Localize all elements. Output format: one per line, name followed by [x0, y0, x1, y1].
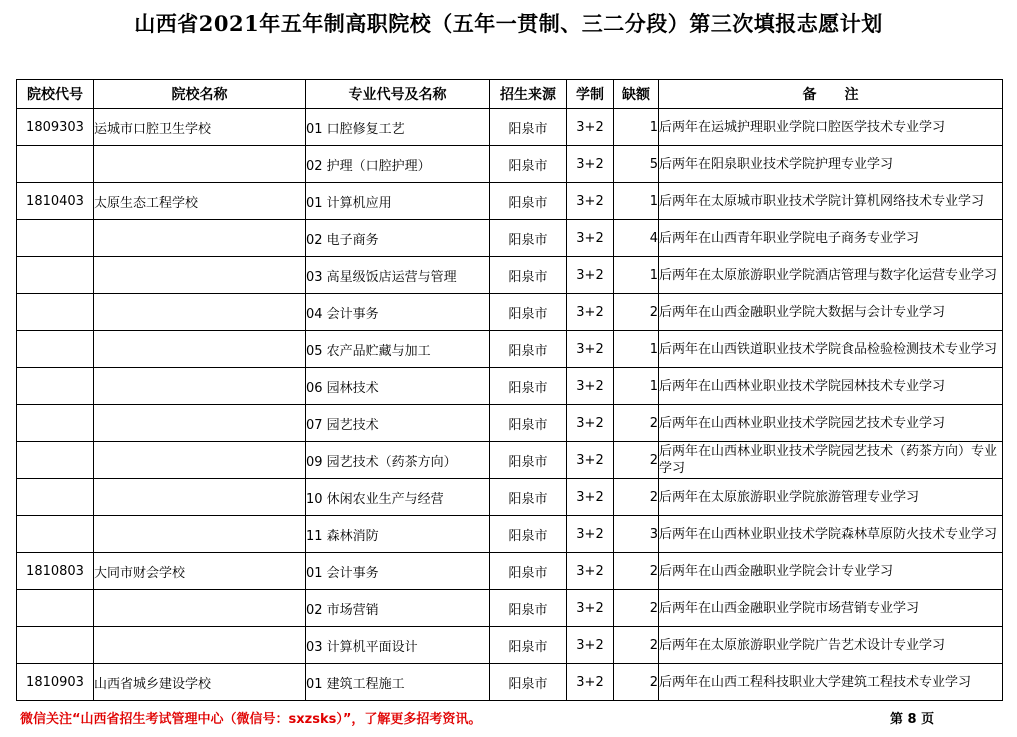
cell-system: 3+2 — [567, 442, 614, 479]
cell-note: 后两年在山西林业职业技术学院园林技术专业学习 — [659, 368, 1003, 405]
cell-system: 3+2 — [567, 479, 614, 516]
header-source: 招生来源 — [490, 80, 567, 109]
cell-major: 09 园艺技术（药茶方向） — [306, 442, 490, 479]
table-row — [17, 368, 1003, 405]
cell-school-name: 大同市财会学校 — [94, 553, 306, 590]
cell-school-code — [17, 368, 94, 405]
cell-school-code — [17, 294, 94, 331]
wechat-notice: 微信关注“山西省招生考试管理中心（微信号：sxzsks）”，了解更多招考资讯。 — [20, 712, 482, 727]
enrollment-plan-table — [16, 79, 1003, 701]
cell-vacancy: 2 — [614, 442, 659, 479]
cell-source: 阳泉市 — [490, 146, 567, 183]
cell-system: 3+2 — [567, 220, 614, 257]
table-row — [17, 664, 1003, 701]
cell-school-name — [94, 479, 306, 516]
cell-system: 3+2 — [567, 294, 614, 331]
cell-source: 阳泉市 — [490, 553, 567, 590]
cell-source: 阳泉市 — [490, 442, 567, 479]
cell-school-code — [17, 331, 94, 368]
cell-school-name — [94, 442, 306, 479]
cell-note: 后两年在山西铁道职业技术学院食品检验检测技术专业学习 — [659, 331, 1003, 368]
cell-school-name — [94, 220, 306, 257]
cell-major: 02 电子商务 — [306, 220, 490, 257]
cell-school-code — [17, 257, 94, 294]
cell-vacancy: 2 — [614, 664, 659, 701]
cell-system: 3+2 — [567, 405, 614, 442]
cell-vacancy: 5 — [614, 146, 659, 183]
table-row — [17, 590, 1003, 627]
cell-note: 后两年在山西林业职业技术学院园艺技术（药茶方向）专业学习 — [659, 442, 1003, 479]
cell-major: 10 休闲农业生产与经营 — [306, 479, 490, 516]
cell-system: 3+2 — [567, 146, 614, 183]
cell-note: 后两年在阳泉职业技术学院护理专业学习 — [659, 146, 1003, 183]
table-row — [17, 294, 1003, 331]
cell-note: 后两年在山西金融职业学院会计专业学习 — [659, 553, 1003, 590]
cell-major: 11 森林消防 — [306, 516, 490, 553]
cell-school-code: 1809303 — [17, 109, 94, 146]
cell-school-code — [17, 627, 94, 664]
table-row — [17, 183, 1003, 220]
cell-system: 3+2 — [567, 553, 614, 590]
cell-school-code — [17, 146, 94, 183]
cell-system: 3+2 — [567, 257, 614, 294]
cell-school-name — [94, 405, 306, 442]
table-row — [17, 146, 1003, 183]
cell-major: 01 口腔修复工艺 — [306, 109, 490, 146]
cell-major: 06 园林技术 — [306, 368, 490, 405]
header-school-name: 院校名称 — [94, 80, 306, 109]
cell-vacancy: 1 — [614, 257, 659, 294]
cell-school-code: 1810903 — [17, 664, 94, 701]
cell-vacancy: 2 — [614, 553, 659, 590]
cell-school-name — [94, 590, 306, 627]
table-row — [17, 553, 1003, 590]
cell-school-name — [94, 331, 306, 368]
cell-school-code — [17, 479, 94, 516]
cell-vacancy: 2 — [614, 590, 659, 627]
cell-note: 后两年在太原城市职业技术学院计算机网络技术专业学习 — [659, 183, 1003, 220]
cell-vacancy: 2 — [614, 294, 659, 331]
cell-major: 01 建筑工程施工 — [306, 664, 490, 701]
table-row — [17, 257, 1003, 294]
cell-major: 01 会计事务 — [306, 553, 490, 590]
cell-system: 3+2 — [567, 368, 614, 405]
cell-system: 3+2 — [567, 590, 614, 627]
cell-note: 后两年在山西林业职业技术学院森林草原防火技术专业学习 — [659, 516, 1003, 553]
cell-school-code — [17, 590, 94, 627]
cell-note: 后两年在山西金融职业学院市场营销专业学习 — [659, 590, 1003, 627]
cell-vacancy: 3 — [614, 516, 659, 553]
cell-major: 03 高星级饭店运营与管理 — [306, 257, 490, 294]
cell-major: 07 园艺技术 — [306, 405, 490, 442]
cell-school-name — [94, 294, 306, 331]
header-major: 专业代号及名称 — [306, 80, 490, 109]
cell-school-name — [94, 368, 306, 405]
cell-school-name — [94, 627, 306, 664]
cell-note: 后两年在太原旅游职业学院酒店管理与数字化运营专业学习 — [659, 257, 1003, 294]
cell-major: 02 护理（口腔护理） — [306, 146, 490, 183]
table-row — [17, 220, 1003, 257]
table-row — [17, 109, 1003, 146]
cell-vacancy: 4 — [614, 220, 659, 257]
cell-school-code: 1810403 — [17, 183, 94, 220]
header-system: 学制 — [567, 80, 614, 109]
cell-system: 3+2 — [567, 627, 614, 664]
cell-school-code — [17, 442, 94, 479]
table-row — [17, 627, 1003, 664]
table-row — [17, 479, 1003, 516]
cell-vacancy: 1 — [614, 368, 659, 405]
cell-major: 04 会计事务 — [306, 294, 490, 331]
cell-source: 阳泉市 — [490, 368, 567, 405]
cell-system: 3+2 — [567, 183, 614, 220]
header-school-code: 院校代号 — [17, 80, 94, 109]
cell-source: 阳泉市 — [490, 294, 567, 331]
cell-school-name: 太原生态工程学校 — [94, 183, 306, 220]
cell-school-code — [17, 220, 94, 257]
cell-source: 阳泉市 — [490, 220, 567, 257]
cell-school-name: 运城市口腔卫生学校 — [94, 109, 306, 146]
cell-school-code — [17, 405, 94, 442]
cell-vacancy: 2 — [614, 405, 659, 442]
table-header-row — [17, 80, 1003, 109]
cell-major: 05 农产品贮藏与加工 — [306, 331, 490, 368]
header-note: 备 注 — [659, 80, 1003, 109]
table-row — [17, 331, 1003, 368]
cell-school-name — [94, 257, 306, 294]
header-vacancy: 缺额 — [614, 80, 659, 109]
cell-source: 阳泉市 — [490, 109, 567, 146]
cell-source: 阳泉市 — [490, 590, 567, 627]
cell-source: 阳泉市 — [490, 516, 567, 553]
cell-note: 后两年在山西青年职业学院电子商务专业学习 — [659, 220, 1003, 257]
cell-school-code: 1810803 — [17, 553, 94, 590]
cell-source: 阳泉市 — [490, 331, 567, 368]
cell-school-name — [94, 516, 306, 553]
cell-vacancy: 2 — [614, 479, 659, 516]
cell-source: 阳泉市 — [490, 479, 567, 516]
cell-note: 后两年在山西林业职业技术学院园艺技术专业学习 — [659, 405, 1003, 442]
cell-note: 后两年在山西金融职业学院大数据与会计专业学习 — [659, 294, 1003, 331]
cell-major: 03 计算机平面设计 — [306, 627, 490, 664]
cell-source: 阳泉市 — [490, 627, 567, 664]
cell-vacancy: 2 — [614, 627, 659, 664]
cell-vacancy: 1 — [614, 331, 659, 368]
cell-vacancy: 1 — [614, 183, 659, 220]
table-row — [17, 442, 1003, 479]
cell-note: 后两年在太原旅游职业学院广告艺术设计专业学习 — [659, 627, 1003, 664]
cell-vacancy: 1 — [614, 109, 659, 146]
cell-system: 3+2 — [567, 331, 614, 368]
cell-system: 3+2 — [567, 664, 614, 701]
cell-school-code — [17, 516, 94, 553]
cell-source: 阳泉市 — [490, 664, 567, 701]
cell-note: 后两年在山西工程科技职业大学建筑工程技术专业学习 — [659, 664, 1003, 701]
page-number: 第 8 页 — [890, 712, 935, 727]
table-row — [17, 405, 1003, 442]
cell-source: 阳泉市 — [490, 183, 567, 220]
cell-note: 后两年在运城护理职业学院口腔医学技术专业学习 — [659, 109, 1003, 146]
cell-major: 02 市场营销 — [306, 590, 490, 627]
page-title: 山西省2021年五年制高职院校（五年一贯制、三二分段）第三次填报志愿计划 — [134, 11, 883, 36]
cell-source: 阳泉市 — [490, 405, 567, 442]
cell-note: 后两年在太原旅游职业学院旅游管理专业学习 — [659, 479, 1003, 516]
cell-school-name — [94, 146, 306, 183]
table-row — [17, 516, 1003, 553]
cell-system: 3+2 — [567, 516, 614, 553]
cell-source: 阳泉市 — [490, 257, 567, 294]
cell-system: 3+2 — [567, 109, 614, 146]
cell-major: 01 计算机应用 — [306, 183, 490, 220]
cell-school-name: 山西省城乡建设学校 — [94, 664, 306, 701]
